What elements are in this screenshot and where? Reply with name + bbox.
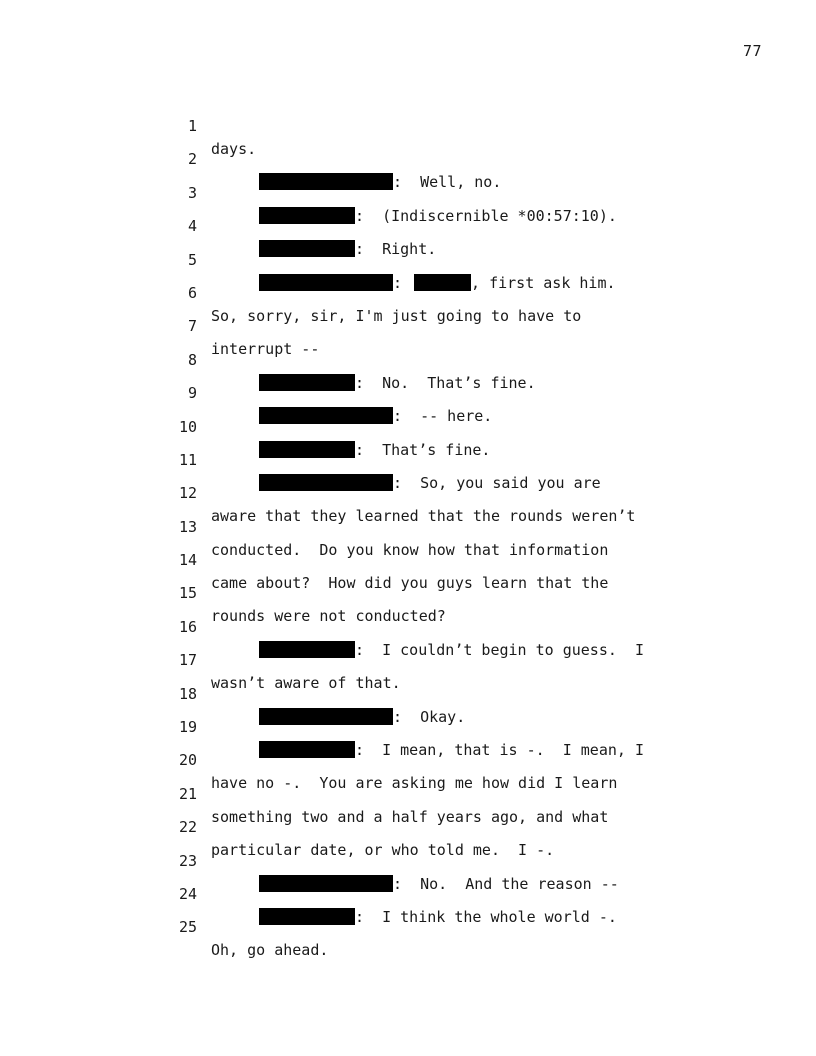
line-text: : Well, no. bbox=[393, 173, 502, 192]
transcript-line bbox=[0, 827, 816, 893]
transcript-line bbox=[0, 393, 816, 459]
line-number: 3 bbox=[187, 183, 197, 202]
line-text: came about? How did you guys learn that the bbox=[211, 574, 609, 593]
line-number: 23 bbox=[178, 851, 197, 870]
transcript-line bbox=[0, 125, 816, 192]
line-text: have no -. You are asking me how did I learn bbox=[211, 774, 618, 793]
transcript-body bbox=[0, 92, 816, 960]
line-text: : So, you said you are bbox=[393, 473, 601, 492]
transcript-line bbox=[0, 793, 816, 860]
line-number: 17 bbox=[178, 651, 197, 670]
transcript-line bbox=[0, 526, 816, 593]
line-text: , first ask him. bbox=[471, 273, 616, 292]
line-number: 10 bbox=[178, 417, 197, 436]
line-text: : bbox=[393, 273, 403, 292]
line-number: 2 bbox=[187, 150, 197, 169]
transcript-line bbox=[0, 259, 816, 325]
line-number: 4 bbox=[187, 217, 197, 236]
line-number: 1 bbox=[187, 117, 197, 135]
transcript-line bbox=[0, 192, 816, 259]
line-text: : No. And the reason -- bbox=[393, 874, 619, 893]
line-number: 22 bbox=[178, 818, 197, 837]
line-text: : That’s fine. bbox=[355, 440, 491, 459]
transcript-line bbox=[0, 593, 816, 659]
line-number: 14 bbox=[178, 551, 197, 570]
page-number: 77 bbox=[742, 42, 762, 60]
line-text: : No. That’s fine. bbox=[355, 373, 536, 392]
line-text: : Okay. bbox=[393, 707, 466, 726]
line-number: 12 bbox=[178, 484, 197, 503]
line-text: conducted. Do you know how that information bbox=[211, 540, 609, 559]
line-text: So, sorry, sir, I'm just going to have to bbox=[211, 306, 582, 325]
transcript-line bbox=[0, 292, 816, 359]
line-number: 9 bbox=[187, 384, 197, 403]
transcript-line bbox=[0, 426, 816, 492]
transcript-line bbox=[0, 359, 816, 426]
line-number: 8 bbox=[187, 350, 197, 369]
transcript-line bbox=[0, 893, 816, 960]
line-number: 20 bbox=[178, 751, 197, 770]
line-text: something two and a half years ago, and what bbox=[211, 807, 609, 826]
line-text: : (Indiscernible *00:57:10). bbox=[355, 206, 617, 225]
line-text: interrupt -- bbox=[211, 340, 320, 359]
transcript-line bbox=[0, 626, 816, 693]
line-number: 11 bbox=[178, 450, 197, 469]
line-text: aware that they learned that the rounds weren’t bbox=[211, 507, 636, 526]
line-text: Oh, go ahead. bbox=[211, 941, 329, 960]
line-number: 21 bbox=[178, 784, 197, 803]
line-number: 5 bbox=[187, 250, 197, 269]
line-text: rounds were not conducted? bbox=[211, 607, 446, 626]
transcript-line bbox=[0, 760, 816, 826]
transcript-line bbox=[0, 726, 816, 793]
line-number: 19 bbox=[178, 718, 197, 737]
line-text: days. bbox=[211, 140, 257, 158]
transcript-line bbox=[0, 326, 816, 392]
line-number: 18 bbox=[178, 684, 197, 703]
line-number: 13 bbox=[178, 517, 197, 536]
line-text: wasn’t aware of that. bbox=[211, 674, 401, 693]
line-number: 7 bbox=[187, 317, 197, 336]
line-text: particular date, or who told me. I -. bbox=[211, 841, 555, 860]
line-text: : -- here. bbox=[393, 407, 493, 426]
line-text: : Right. bbox=[355, 240, 437, 259]
transcript-line bbox=[0, 693, 816, 760]
line-number: 24 bbox=[178, 884, 197, 903]
transcript-line bbox=[0, 159, 816, 225]
transcript-line bbox=[0, 92, 816, 158]
transcript-line bbox=[0, 493, 816, 559]
line-number: 6 bbox=[187, 283, 197, 302]
transcript-line bbox=[0, 559, 816, 626]
line-text: : I couldn’t begin to guess. I bbox=[355, 640, 644, 659]
line-text: : I think the whole world -. bbox=[355, 907, 617, 926]
line-number: 15 bbox=[178, 584, 197, 603]
line-number: 16 bbox=[178, 617, 197, 636]
transcript-line bbox=[0, 226, 816, 292]
line-text: : I mean, that is -. I mean, I bbox=[355, 741, 644, 760]
transcript-line bbox=[0, 660, 816, 726]
line-number: 25 bbox=[178, 918, 197, 937]
transcript-line bbox=[0, 860, 816, 926]
transcript-line bbox=[0, 459, 816, 526]
